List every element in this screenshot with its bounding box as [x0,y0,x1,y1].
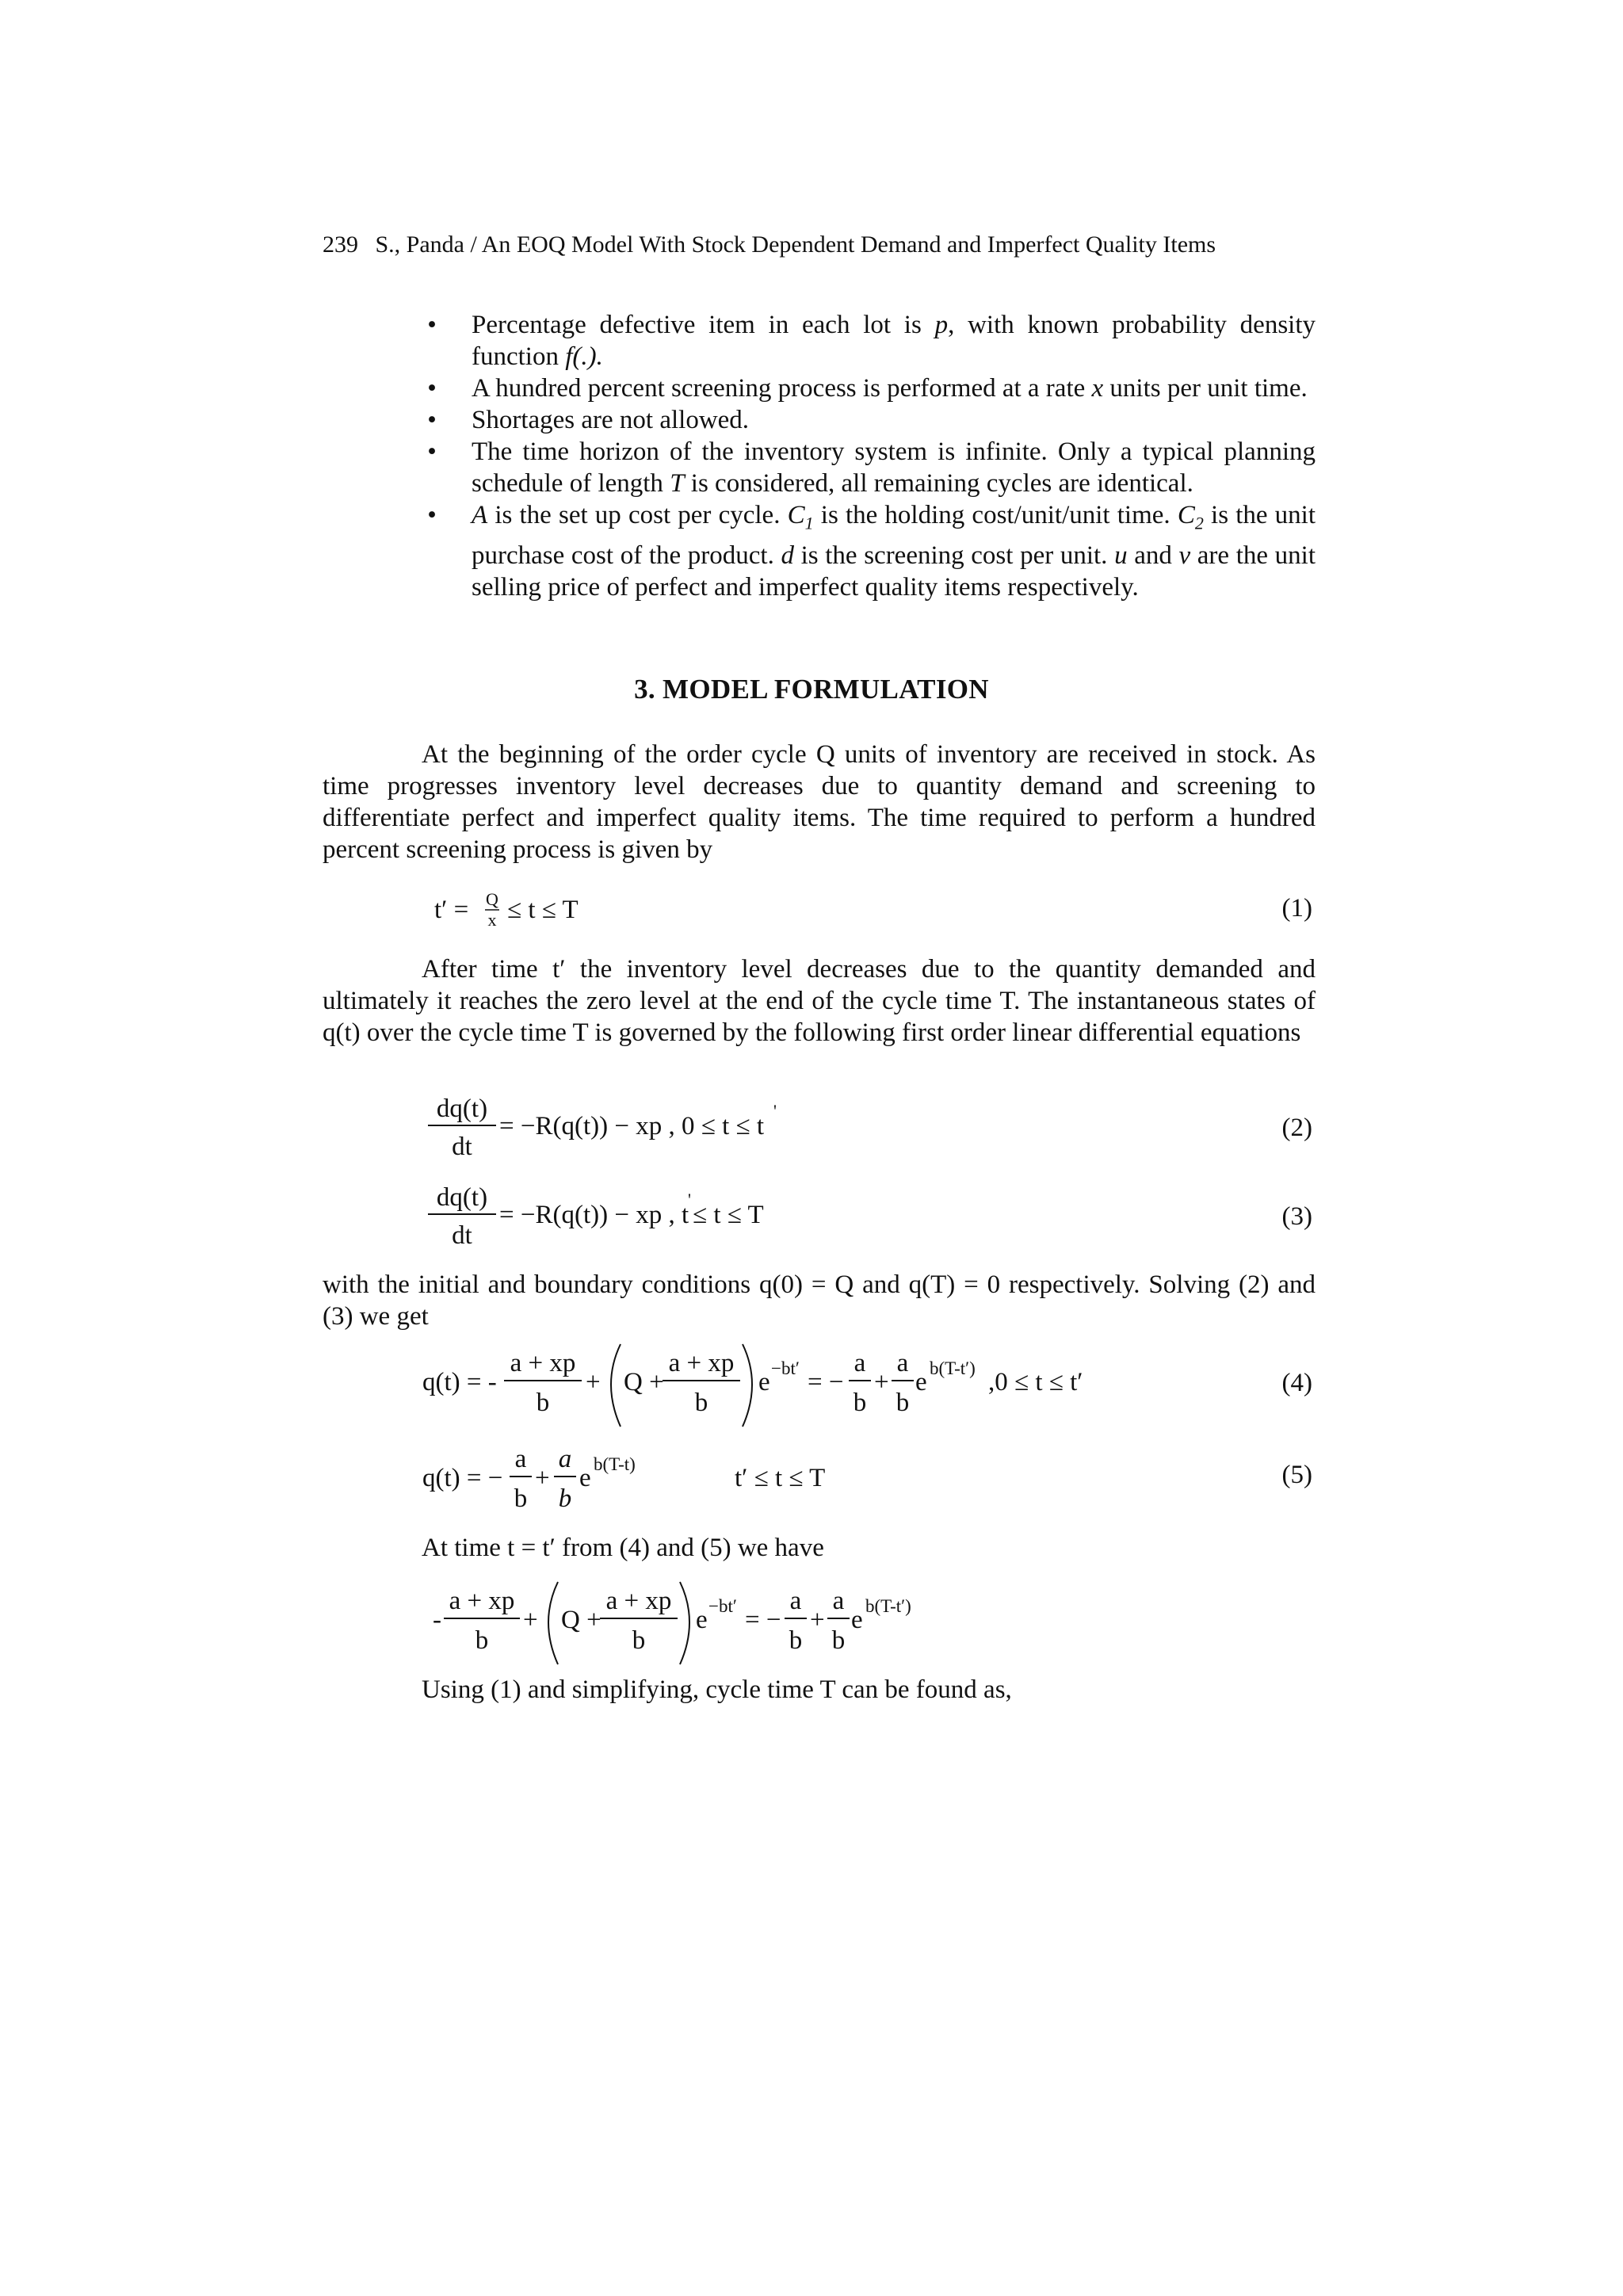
assumptions-list [420,309,1316,603]
svg-text:b: b [789,1626,803,1655]
svg-text:Q +: Q + [561,1606,601,1634]
svg-text:a + xp: a + xp [668,1349,735,1377]
equation-5-svg [422,1437,914,1524]
svg-text:= −R(q(t)) − xp , t: = −R(q(t)) − xp , t [499,1201,689,1229]
equation-3-svg [426,1179,870,1250]
equation-5 [422,1437,914,1531]
paragraph-text: After time t′ the inventory level decreases due to the quantity demanded and ultimately it reaches the zero level at the end of the cycle time T. The instantaneous states of q(t) over the cycle time T is governed by the following first order linear differential equations [323,955,1316,1047]
svg-text:b: b [632,1626,646,1655]
svg-text:a: a [558,1445,572,1473]
svg-text:b(T-t′): b(T-t′) [865,1596,911,1616]
svg-text:−bt′: −bt′ [771,1358,800,1378]
svg-text:e: e [915,1368,927,1396]
svg-text:a + xp: a + xp [510,1349,576,1377]
svg-text:≤ t ≤ T: ≤ t ≤ T [693,1201,764,1229]
equation-1 [434,888,688,942]
list-item: • A hundred percent screening process is performed at a rate x units per unit time. [420,372,1316,404]
svg-text:Q: Q [486,889,498,909]
svg-text:t′ =: t′ = [434,896,469,924]
svg-text:t′ ≤ t ≤ T: t′ ≤ t ≤ T [735,1464,826,1492]
equation-1-svg [434,888,688,935]
equation-number: (4) [1281,1369,1312,1397]
page-number: 239 [323,231,358,258]
svg-text:q(t) = −: q(t) = − [422,1464,503,1492]
svg-text:Q +: Q + [624,1368,664,1396]
svg-text:b: b [514,1484,528,1513]
svg-text:+: + [874,1368,889,1396]
svg-text:+: + [586,1368,601,1396]
equation-2-svg [426,1090,870,1161]
svg-text:= −: = − [808,1368,844,1396]
svg-text:': ' [773,1101,777,1121]
svg-text:−bt′: −bt′ [708,1596,737,1616]
list-item: • Shortages are not allowed. [420,404,1316,436]
svg-text:b(T-t′): b(T-t′) [930,1358,976,1378]
equation-number: (2) [1281,1114,1312,1142]
svg-text:a: a [789,1587,802,1615]
svg-text:e: e [696,1606,708,1634]
svg-text:dt: dt [452,1221,472,1250]
svg-text:a + xp: a + xp [449,1587,515,1615]
svg-text:a: a [854,1349,866,1377]
svg-text:b(T-t): b(T-t) [594,1454,636,1474]
paragraph-text: At time t = t′ from (4) and (5) we have [422,1534,824,1562]
svg-text:b: b [853,1389,867,1417]
svg-text:a: a [896,1349,909,1377]
equation-2 [426,1090,870,1168]
running-head-text: S., Panda / An EOQ Model With Stock Dependent Demand and Imperfect Quality Items [375,231,1216,258]
paragraph [422,1674,1012,1706]
svg-text:b: b [896,1389,910,1417]
svg-text:,0 ≤ t ≤ t′: ,0 ≤ t ≤ t′ [988,1368,1083,1396]
bullet-icon: • [427,311,437,339]
bullet-icon: • [427,406,437,434]
svg-text:b: b [558,1484,572,1513]
paragraph-text: At the beginning of the order cycle Q units of inventory are received in stock. As time progresses inventory level decreases due to quantity demand and screening to differentiate perfect and imperfect quality items. The time required to perform a hundred percent screening process is given by [323,740,1316,864]
svg-text:x: x [487,910,497,930]
paragraph-text: with the initial and boundary conditions q(0) = Q and q(T) = 0 respectively. Solving (2) and (3) we get [323,1270,1316,1331]
svg-text:dq(t): dq(t) [436,1095,488,1123]
svg-text:= −R(q(t)) − xp , 0 ≤ t ≤ t: = −R(q(t)) − xp , 0 ≤ t ≤ t [499,1112,765,1140]
svg-text:b: b [831,1626,846,1655]
svg-text:q(t) = -: q(t) = - [422,1368,497,1396]
paragraph [323,739,1316,865]
svg-text:= −: = − [745,1606,781,1634]
list-item: • A is the set up cost per cycle. $C_1$ is the holding cost/unit/unit time. $C_2$ is the unit purchase cost of the product. d is the screening cost per unit. u and v are the unit selling price of perfect and imperfect quality items respectively. [420,499,1316,603]
bullet-icon: • [427,501,437,529]
svg-text:≤ t ≤ T: ≤ t ≤ T [507,896,579,924]
svg-text:a: a [514,1445,527,1473]
svg-text:+: + [810,1606,825,1634]
list-item: • Percentage defective item in each lot is p, with known probability density function f(.). [420,309,1316,372]
equation-unnumbered [428,1577,1030,1679]
svg-text:+: + [523,1606,538,1634]
svg-text:dt: dt [452,1133,472,1161]
section-heading: 3. MODEL FORMULATION [634,674,989,705]
equation-unnumbered-svg [428,1577,1030,1672]
svg-text:e: e [851,1606,863,1634]
equation-4-svg [422,1339,1104,1435]
paragraph [422,1532,824,1564]
equation-3 [426,1179,870,1257]
svg-text:a: a [832,1587,845,1615]
svg-text:-: - [433,1606,441,1634]
equation-number: (1) [1281,894,1312,923]
svg-text:a + xp: a + xp [605,1587,672,1615]
svg-text:e: e [758,1368,770,1396]
equation-4 [422,1339,1104,1442]
svg-text:dq(t): dq(t) [436,1183,488,1212]
svg-text:+: + [535,1464,550,1492]
list-item: • The time horizon of the inventory system is infinite. Only a typical planning schedule of length T is considered, all remaining cycles are identical. [420,436,1316,499]
paragraph [323,953,1316,1049]
bullet-icon: • [427,437,437,466]
paragraph [323,1269,1316,1332]
svg-text:b: b [694,1389,708,1417]
bullet-icon: • [427,374,437,403]
paragraph-text: Using (1) and simplifying, cycle time T can be found as, [422,1675,1012,1704]
svg-text:b: b [536,1389,550,1417]
svg-text:': ' [688,1190,691,1209]
svg-text:e: e [579,1464,591,1492]
running-head [323,231,1216,258]
equation-number: (3) [1281,1202,1312,1231]
equation-number: (5) [1281,1461,1312,1489]
svg-text:b: b [475,1626,489,1655]
